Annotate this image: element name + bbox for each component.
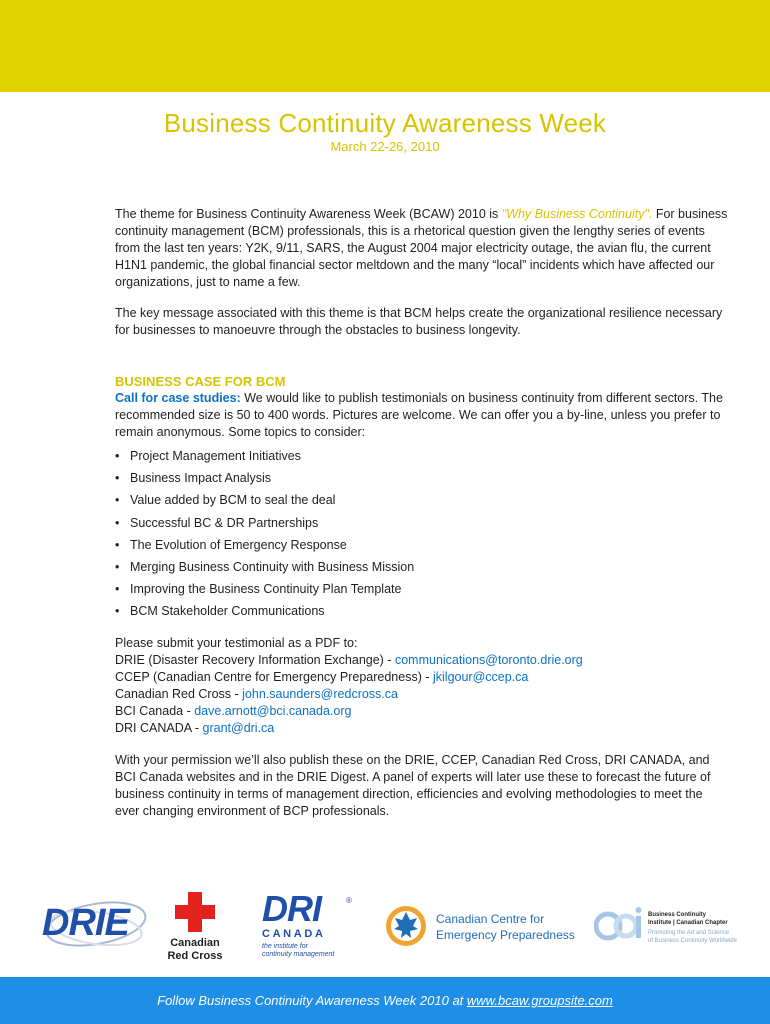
contact-line xyxy=(115,686,730,703)
ccep-logo xyxy=(384,904,584,954)
bullet-icon: • xyxy=(115,559,120,574)
dri-canada-logo xyxy=(258,888,358,964)
footer-label: Follow Business Continuity Awareness Week 2010 at xyxy=(157,993,467,1008)
theme-quote: "Why Business Continuity". xyxy=(501,207,653,221)
bullet-icon: • xyxy=(115,604,120,619)
bullet-icon: • xyxy=(115,471,120,486)
topic-text: The Evolution of Emergency Response xyxy=(130,537,347,552)
intro-text-rest: For business continuity management (BCM) professionals, this is a rhetorical question given the lengthy series of events from the last ten years: Y2K, 9/11, SARS, the August 2004 major electricity outage, the avian flu, the current H1N1 pandemic, the global financial sector meltdown and the many “local” incidents which have affected our organizations, just to name a few. xyxy=(115,207,728,289)
submission-block xyxy=(115,635,730,737)
contact-separator: - xyxy=(383,652,395,667)
bci-line2: Institute | Canadian Chapter xyxy=(648,920,728,926)
closing-paragraph: With your permission we’ll also publish these on the DRIE, CCEP, Canadian Red Cross, DRI CANADA, and BCI Canada websites and in the DRIE Digest. A panel of experts will later use these to forecast the future of business continuity in terms of management direction, efficiencies and evolving methodologies to meet the ever changing environment of BCP professionals. xyxy=(115,752,711,818)
bci-mark-icon xyxy=(594,902,644,946)
list-item xyxy=(115,556,730,578)
dri-tagline-1: the institute for xyxy=(262,943,308,950)
dri-wordmark: DRI xyxy=(262,888,321,929)
call-for-case-studies xyxy=(115,390,730,441)
key-message-paragraph: The key message associated with this theme is that BCM helps create the organizational resilience necessary for businesses to manoeuvre through the obstacles to business longevity. xyxy=(115,306,723,337)
footer-bar xyxy=(0,977,770,1024)
contact-line xyxy=(115,703,730,720)
top-color-band xyxy=(0,0,770,92)
contact-org: CCEP (Canadian Centre for Emergency Preparedness) xyxy=(115,669,422,684)
topic-text: Merging Business Continuity with Business Mission xyxy=(130,559,415,574)
drie-logo xyxy=(40,894,150,954)
contact-org: Canadian Red Cross xyxy=(115,686,232,701)
dri-registered-mark: ® xyxy=(346,896,352,905)
list-item xyxy=(115,534,730,556)
list-item xyxy=(115,445,730,467)
email-link[interactable]: dave.arnott@bci.canada.org xyxy=(194,703,352,718)
email-link[interactable]: grant@dri.ca xyxy=(202,720,275,735)
intro-text-start: The theme for Business Continuity Awareness Week (BCAW) 2010 is xyxy=(115,207,502,221)
ccep-line2: Emergency Preparedness xyxy=(436,928,575,942)
ccep-line1: Canadian Centre for xyxy=(436,912,545,926)
topic-text: Value added by BCM to seal the deal xyxy=(130,493,336,508)
topic-text: Improving the Business Continuity Plan Template xyxy=(130,582,402,597)
cta-label: Call for case studies: xyxy=(115,391,241,405)
topic-text: Business Impact Analysis xyxy=(130,471,272,486)
footer-text xyxy=(0,993,770,1008)
bci-line4: of Business Continuity Worldwide xyxy=(648,938,737,944)
contact-org: DRIE (Disaster Recovery Information Exchange) xyxy=(115,652,384,667)
topic-text: BCM Stakeholder Communications xyxy=(130,604,325,619)
topic-text: Project Management Initiatives xyxy=(130,449,301,463)
red-cross-line1: Canadian xyxy=(170,937,220,949)
partner-logos xyxy=(0,880,770,970)
topic-text: Successful BC & DR Partnerships xyxy=(130,515,319,530)
contact-line xyxy=(115,669,730,686)
dri-tagline-2: continuity management xyxy=(262,951,335,958)
bci-line1: Business Continuity xyxy=(648,912,707,918)
business-case-heading: BUSINESS CASE FOR BCM xyxy=(115,374,286,389)
red-cross-logo xyxy=(160,888,230,970)
contact-org: DRI CANADA xyxy=(115,720,192,735)
bci-logo xyxy=(594,902,764,952)
bullet-icon: • xyxy=(115,449,120,463)
groupsite-link[interactable]: www.bcaw.groupsite.com xyxy=(466,993,613,1008)
red-cross-icon xyxy=(160,888,230,934)
contact-org: BCI Canada xyxy=(115,703,184,718)
ccep-maple-leaf-icon xyxy=(384,904,428,948)
contact-separator: - xyxy=(191,720,203,735)
intro-paragraph xyxy=(115,206,730,291)
contact-separator: - xyxy=(421,669,433,684)
bullet-icon: • xyxy=(115,515,120,530)
page-title: Business Continuity Awareness Week xyxy=(163,108,607,138)
dri-canada-text: C A N A D A xyxy=(262,928,323,940)
contact-line xyxy=(115,652,730,669)
list-item xyxy=(115,600,730,622)
contact-line xyxy=(115,720,730,737)
list-item xyxy=(115,467,730,489)
bullet-icon: • xyxy=(115,537,120,552)
list-item xyxy=(115,489,730,511)
bullet-icon: • xyxy=(115,493,120,508)
list-item xyxy=(115,512,730,534)
event-dates: March 22-26, 2010 xyxy=(330,139,440,154)
email-link[interactable]: jkilgour@ccep.ca xyxy=(432,669,529,684)
main-content xyxy=(115,206,730,820)
contact-separator: - xyxy=(231,686,243,701)
cta-text: We would like to publish testimonials on business continuity from different sectors. The recommended size is 50 to 400 words. Pictures are welcome. We can offer you a by-line, unless you prefer to remain anonymous. Some topics to consider: xyxy=(115,391,723,439)
bullet-icon: • xyxy=(115,582,120,597)
drie-wordmark: DRIE xyxy=(42,902,129,944)
contact-separator: - xyxy=(183,703,195,718)
list-item xyxy=(115,578,730,600)
submission-intro: Please submit your testimonial as a PDF to: xyxy=(115,635,358,650)
email-link[interactable]: communications@toronto.drie.org xyxy=(394,652,583,667)
red-cross-line2: Red Cross xyxy=(167,950,223,962)
bci-line3: Promoting the Art and Science xyxy=(648,930,730,936)
topics-list xyxy=(115,445,730,623)
email-link[interactable]: john.saunders@redcross.ca xyxy=(242,686,398,701)
